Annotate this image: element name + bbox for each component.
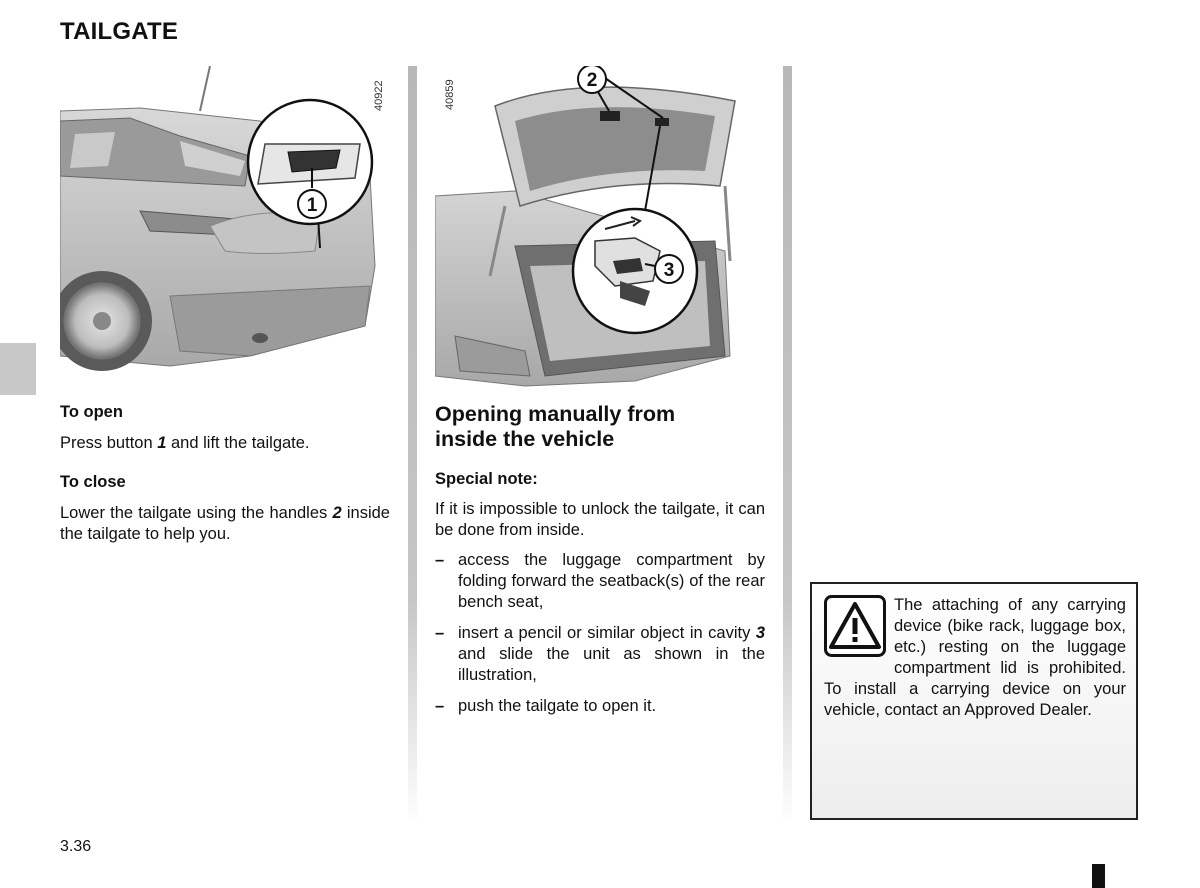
to-close-text-a: Lower the tailgate using the handles [60, 504, 333, 522]
page-title: TAILGATE [60, 18, 179, 45]
to-open-text [60, 433, 390, 454]
figure-code-left: 40922 [373, 80, 385, 111]
step-item-2-a: insert a pencil or similar object in cavity [458, 624, 756, 642]
step-item-1: – access the luggage compartment by folding forward the seatback(s) of the rear bench seat, [435, 550, 765, 613]
page-number: 3.36 [60, 838, 92, 855]
to-close-heading: To close [60, 473, 126, 491]
to-open-text-a: Press button [60, 434, 158, 452]
warning-triangle-icon [824, 595, 886, 657]
to-open-text-b: and lift the tailgate. [166, 434, 310, 452]
callout-1: 1 [306, 195, 318, 216]
special-note-text: If it is impossible to unlock the tailgate, it can be done from inside. [435, 500, 765, 539]
steps-list [435, 550, 765, 717]
callout-3: 3 [663, 260, 675, 281]
callout-2: 2 [586, 70, 598, 91]
column-left-text [60, 402, 390, 545]
to-close-text-b: inside the tailgate to help you. [60, 504, 390, 543]
warning-box [810, 582, 1138, 820]
ref-cavity-3: 3 [755, 624, 765, 642]
figure-code-right: 40859 [444, 79, 456, 110]
car-rear-illustration [60, 66, 390, 396]
column-divider-right [783, 66, 792, 826]
end-of-section-mark [1092, 864, 1105, 888]
figure-tailgate-interior [435, 66, 765, 396]
step-item-3: – push the tailgate to open it. [435, 696, 765, 717]
to-close-text [60, 503, 390, 545]
open-tailgate-illustration [435, 66, 765, 396]
column-middle-text [435, 402, 765, 727]
ref-button-1: 1 [157, 434, 167, 452]
figure-tailgate-exterior [60, 66, 390, 396]
step-item-2-b: and slide the unit as shown in the illustration, [458, 645, 765, 684]
warning-text: The attaching of any carrying device (bike rack, luggage box, etc.) resting on the luggage compartment lid is prohibited. To install a carrying device on your vehicle, contact an Approved Dealer. [824, 596, 1126, 719]
to-open-heading: To open [60, 403, 123, 421]
special-note-heading: Special note: [435, 470, 538, 488]
chapter-tab [0, 343, 36, 395]
step-item-2 [435, 623, 765, 686]
ref-handles-2: 2 [332, 504, 342, 522]
section-heading: Opening manually from inside the vehicle [435, 402, 676, 451]
column-divider-left [408, 66, 417, 826]
